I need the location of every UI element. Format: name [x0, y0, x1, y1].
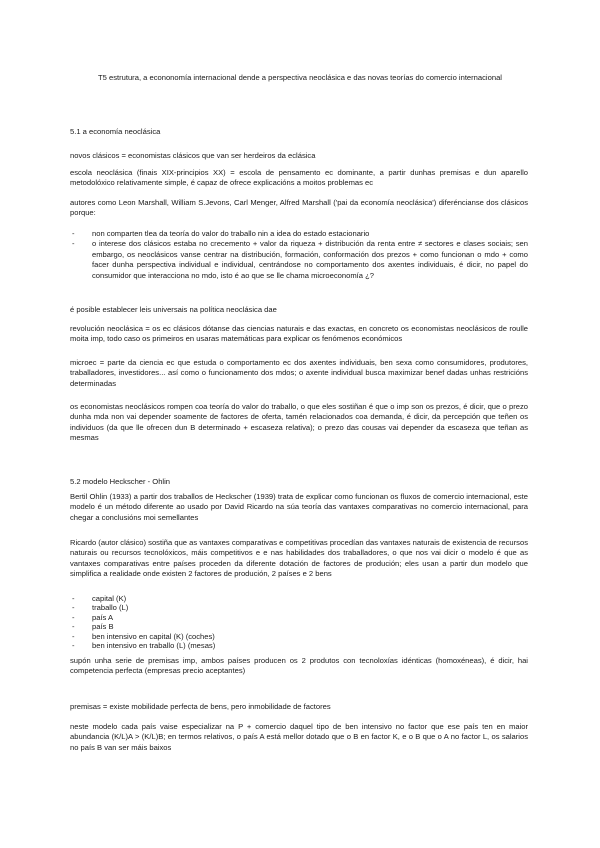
- paragraph-teoria-valor: os economistas neoclásicos rompen coa teoría do valor do traballo, o que eles sostiñan é que o imp son os prezos, é dicir, que o prezo dunha mda non vai depender soamente de factores de oferta, tamén relacionados coa demanda, é dicir, da percepción que teñen os individuos (da que lle ofrecen dun B determinado + escaseza relativa); o prezo das cousas vai depender da escaseza que teñan as mesmas: [70, 402, 528, 443]
- factors-list: [70, 594, 370, 650]
- paragraph-novos-clasicos: novos clásicos = economistas clásicos que van ser herdeiros da eclásica: [70, 151, 316, 160]
- list-item: - país A: [70, 613, 370, 622]
- paragraph-autores: autores como Leon Marshall, William S.Jevons, Carl Menger, Alfred Marshall ('pai da economía neoclásica') diferéncianse dos clásicos porque:: [70, 198, 528, 218]
- list-item: - capital (K): [70, 594, 370, 603]
- paragraph-bertil-ohlin: Bertil Ohlin (1933) a partir dos traballos de Heckscher (1939) trata de explicar como funcionan os fluxos de comercio internacional, este modelo é un método diferente ao usado por David Ricardo na súa teoría das vantaxes comparativas no comercio internacional, para chegar a conclusións moi semellantes: [70, 492, 528, 522]
- section-heading-5-1: 5.1 a economía neoclásica: [70, 127, 161, 136]
- list-item: - non comparten tlea da teoría do valor do traballo nin a idea do estado estacionario: [70, 229, 528, 239]
- paragraph-premisas: premisas = existe mobilidade perfecta de bens, pero inmobilidade de factores: [70, 702, 331, 711]
- list-item: - traballo (L): [70, 603, 370, 612]
- list-item: - ben intensivo en capital (K) (coches): [70, 632, 370, 641]
- differences-list: [70, 229, 528, 281]
- list-item: - o interese dos clásicos estaba no crecemento + valor da riqueza + distribución da renta entre ≠ sectores e clases sociais; sen embargo, os neoclásicos vanse centrar na distribución, formación, conformación dos prezos + como funcionan o mdo + como facer dunha perspectiva individual e individual, centrándose no comportamento dos axentes individuais, é dicir, no papel do consumidor que interacciona no mdo, isto é ao que se lle chama microeconomía ¿?: [70, 239, 528, 281]
- paragraph-premisas-imp: supón unha serie de premisas imp, ambos países producen os 2 produtos con tecnoloxías idénticas (homoxéneas), é dicir, hai competencia perfecta (empresas precio aceptantes): [70, 656, 528, 676]
- paragraph-escola-neoclasica: escola neoclásica (finais XIX-principios XX) = escola de pensamento ec dominante, a partir dunhas premisas e dun aparello metodolóxico relativamente simple, é capaz de ofrece explicacións a moitos problemas ec: [70, 168, 528, 188]
- document-title: T5 estrutura, a econonomía internacional dende a perspectiva neoclásica e das novas teorías do comercio internacional: [98, 73, 502, 82]
- list-item: - ben intensivo en traballo (L) (mesas): [70, 641, 370, 650]
- section-heading-5-2: 5.2 modelo Heckscher - Ohlin: [70, 477, 171, 486]
- paragraph-leis-universais: é posible establecer leis universais na política neoclásica dae: [70, 305, 277, 314]
- paragraph-revolucion-neoclasica: revolución neoclásica = os ec clásicos dótanse das ciencias naturais e das exactas, en concreto os economistas neoclásicos de roulle moita imp, todo caso os primeiros en usaras matemáticas para explicar os fenómenos económicos: [70, 324, 528, 344]
- paragraph-microec: microec = parte da ciencia ec que estuda o comportamento ec dos axentes individuais, ben sexa como consumidores, produtores, traballadores, investidores... así como o funcionamento dos mdos; o axente individual busca maximizar benef dadas unhas restricións determinadas: [70, 358, 528, 388]
- paragraph-ricardo: Ricardo (autor clásico) sostiña que as vantaxes comparativas e competitivas procedían das vantaxes naturais de existencia de recursos naturais ou recursos tecnolóxicos, máis competitivos e e nas habilidades dos traballadores, o que nos vai dicir o modelo é que as vantaxes comparativas entre países proceden da diferente dotación de factores de produción; eles usan a partir dun modelo que simplifica a realidade onde existen 2 factores de produción, 2 países e 2 bens: [70, 538, 528, 579]
- list-item: - país B: [70, 622, 370, 631]
- paragraph-especializacion: neste modelo cada país vaise especializar na P + comercio daquel tipo de ben intensivo no factor que ese país ten en maior abundancia (K/L)A > (K/L)B; en termos relativos, o país A está mellor dotado que o B en factor K, e o B que o A no factor L, os salarios no país B van ser máis baixos: [70, 722, 528, 752]
